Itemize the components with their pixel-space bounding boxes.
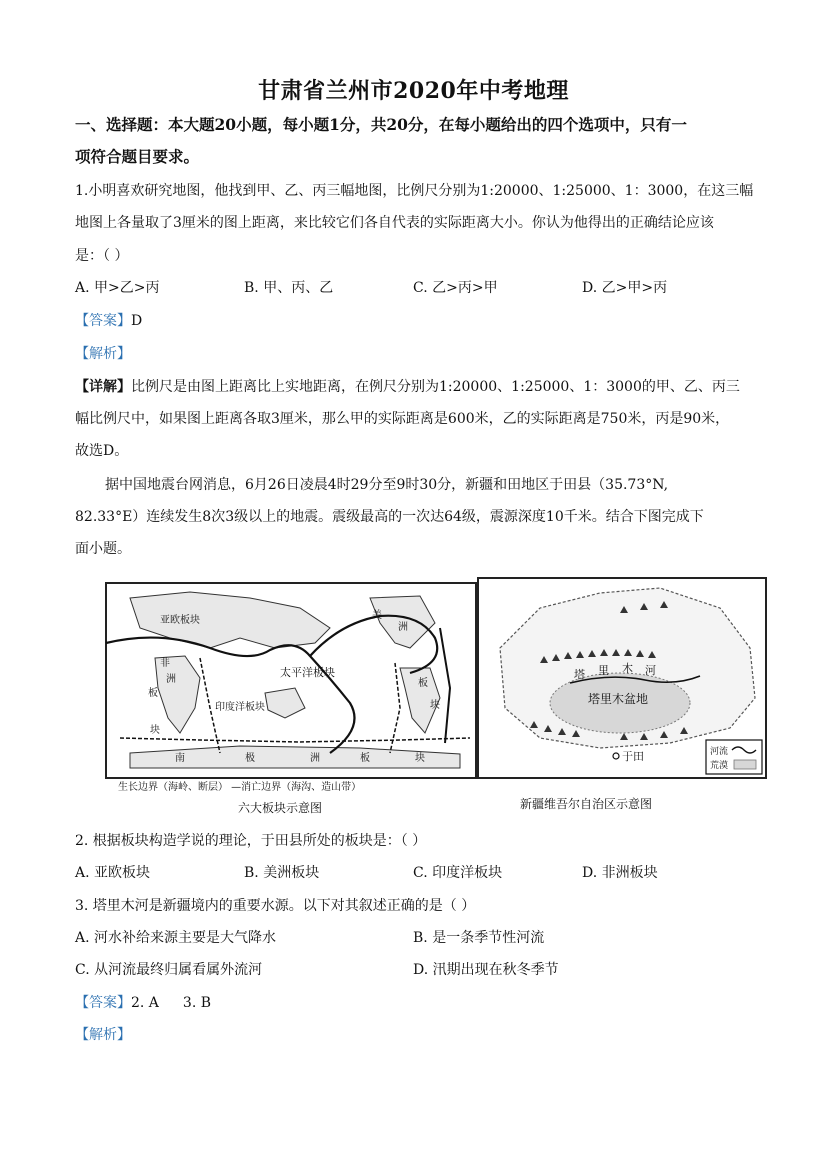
q1-option-c: C. 乙>丙>甲: [413, 280, 498, 296]
label-tarim-2: 里: [598, 664, 609, 677]
q1-stem: 1.小明喜欢研究地图，他找到甲、乙、丙三幅地图，比例尺分别为1:20000、1:25000、1：3000，在这三幅: [75, 183, 754, 199]
label-pacific-plate: 太平洋板块: [280, 666, 335, 679]
label-america-4: 块: [430, 700, 440, 711]
q3-stem: 3. 塔里木河是新疆境内的重要水源。以下对其叙述正确的是（ ）: [75, 898, 476, 914]
answers-2-3: [75, 992, 211, 1012]
q1-option-a: A. 甲>乙>丙: [75, 280, 160, 296]
q2-option-d: D. 非洲板块: [582, 865, 658, 881]
label-africa-2: 洲: [166, 674, 176, 685]
q3-option-c: C. 从河流最终归属看属外流河: [75, 962, 263, 978]
q3-option-a: A. 河水补给来源主要是大气降水: [75, 930, 277, 946]
answer-label: 【答案】: [75, 313, 131, 329]
q1-option-b: B. 甲、丙、乙: [244, 280, 334, 296]
plate-map-caption: 六大板块示意图: [238, 801, 323, 815]
answer-label-2: 【答案】: [75, 995, 131, 1011]
label-antarctic-1: 南: [175, 753, 185, 764]
q1-stem-cont: 地图上各量取了3厘米的图上距离，来比较它们各自代表的实际距离大小。你认为他得出的正确结论应该: [75, 215, 714, 231]
q1-analysis-label: 【解析】: [75, 346, 131, 362]
detail-label: 【详解】: [75, 379, 131, 395]
plate-map: [106, 583, 476, 815]
q3-option-b: B. 是一条季节性河流: [413, 930, 545, 946]
xinjiang-map-caption: 新疆维吾尔自治区示意图: [520, 797, 653, 811]
q2-option-b: B. 美洲板块: [244, 865, 320, 881]
label-antarctic-2: 极: [245, 753, 255, 764]
passage-line1: 据中国地震台网消息，6月26日凌晨4时29分至9时30分，新疆和田地区于田县（35.73°N,: [105, 477, 669, 493]
section-heading-cont: 项符合题目要求。: [75, 147, 200, 166]
answer-3: 3. B: [182, 995, 212, 1011]
q1-answer: [75, 310, 142, 330]
map-figures: [100, 568, 770, 824]
q1-option-d: D. 乙>甲>丙: [582, 280, 668, 296]
q1-detail-line3: 故选D。: [75, 443, 129, 459]
detail-line1: 比例尺是由图上距离比上实地距离，在例尺分别为1:20000、1:25000、1：3000的甲、乙、丙三: [131, 379, 740, 395]
q3-option-d: D. 汛期出现在秋冬季节: [413, 962, 559, 978]
label-tarim-1: 塔: [574, 668, 585, 681]
label-antarctic-4: 板: [360, 753, 370, 764]
passage-line3: 面小题。: [75, 541, 131, 557]
label-america-3: 板: [418, 678, 428, 689]
label-america-1: 美: [372, 610, 382, 621]
label-antarctic-5: 块: [415, 753, 425, 764]
q1-stem-end: 是：（ ）: [75, 248, 129, 264]
analysis-label-2: 【解析】: [75, 1027, 131, 1043]
section-heading: 一、选择题：本大题20小题，每小题1分，共20分，在每小题给出的四个选项中，只有一: [75, 115, 687, 134]
q2-stem: 2. 根据板块构造学说的理论，于田县所处的板块是：（ ）: [75, 833, 427, 849]
xinjiang-map: [478, 578, 766, 811]
page-title: 甘肃省兰州市2020年中考地理: [258, 78, 569, 104]
legend-desert: 荒漠: [710, 761, 729, 771]
q1-detail: [75, 376, 740, 396]
label-tarim-4: 河: [645, 664, 656, 677]
label-yutian: 于田: [622, 750, 644, 763]
q2-option-a: A. 亚欧板块: [75, 865, 151, 881]
q1-detail-line2: 幅比例尺中，如果图上距离各取3厘米，那么甲的实际距离是600米，乙的实际距离是750米，丙是90米，: [75, 411, 730, 427]
answer-value: D: [131, 313, 143, 329]
legend-river: 河流: [710, 747, 729, 757]
plate-legend: 生长边界（海岭、断层） —消亡边界（海沟、造山带）: [118, 782, 362, 793]
label-antarctic-3: 洲: [310, 753, 320, 764]
q2-option-c: C. 印度洋板块: [413, 865, 503, 881]
label-tarim-basin: 塔里木盆地: [588, 692, 649, 706]
label-africa-3: 板: [148, 688, 158, 699]
label-america-2: 洲: [398, 622, 408, 633]
label-africa-4: 块: [150, 725, 160, 736]
answer-2: 2. A: [131, 995, 159, 1011]
label-africa-1: 非: [160, 658, 170, 669]
label-indian-plate: 印度洋板块: [215, 702, 265, 713]
passage-line2: 82.33°E）连续发生8次3级以上的地震。震级最高的一次达64级，震源深度10千米。结合下图完成下: [75, 509, 704, 525]
label-eurasian-plate: 亚欧板块: [160, 615, 200, 626]
label-tarim-3: 木: [622, 662, 633, 675]
